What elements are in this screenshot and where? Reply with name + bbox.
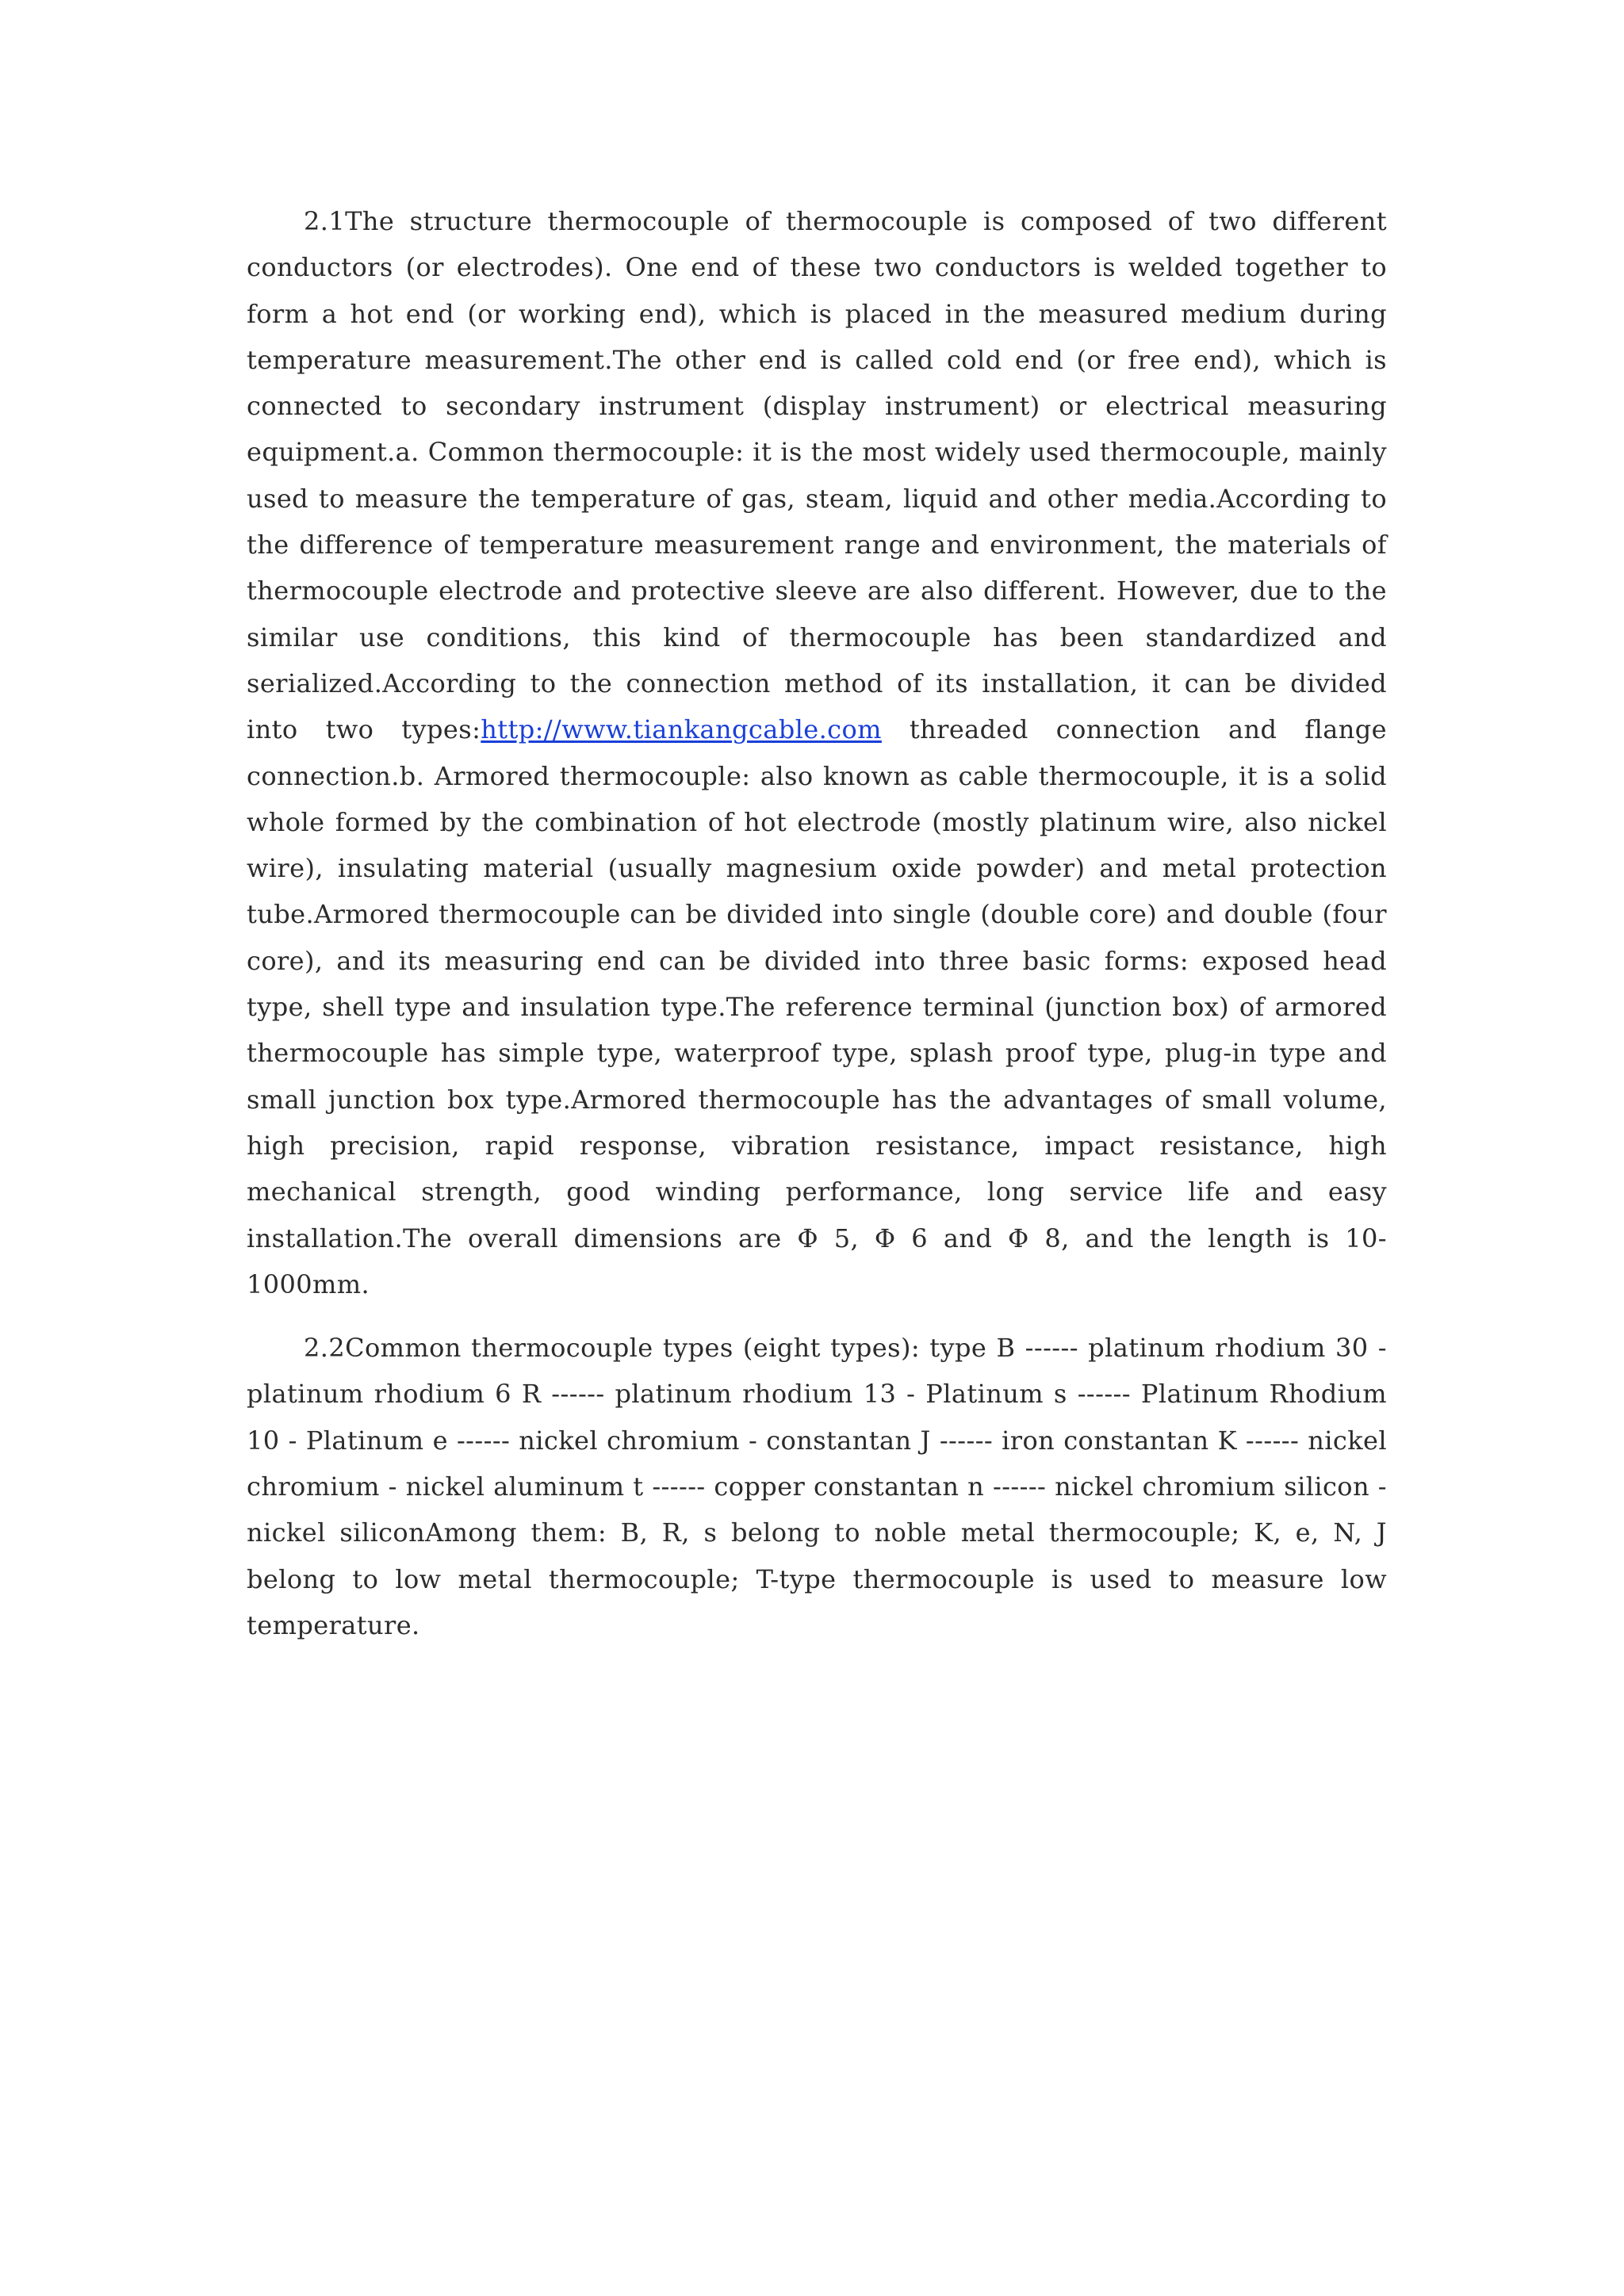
paragraph-thermocouple-types: 2.2Common thermocouple types (eight types): type B ------ platinum rhodium 30 - platinum rhodium 6 R ------ platinum rhodium 13 - Platinum s ------ Platinum Rhodium 10 - Platinum e ------ nickel chromium - constantan J ------ iron constantan K ------ nickel chromium - nickel aluminum t ------ copper constantan n ------ nickel chromium silicon - nickel siliconAmong them: B, R, s belong to noble metal thermocouple; K, e, N, J belong to low metal thermocouple; T-type thermocouple is used to measure low temperature. [247, 1333, 1387, 1640]
paragraph-structure [247, 198, 1387, 1307]
tiankangcable-link[interactable]: http://www.tiankangcable.com [481, 714, 882, 745]
paragraph-1-text-after-link: threaded connection and flange connection.b. Armored thermocouple: also known as cable thermocouple, it is a solid whole formed by the combination of hot electrode (mostly platinum wire, also nickel wire), insulating material (usually magnesium oxide powder) and metal protection tube.Armored thermocouple can be divided into single (double core) and double (four core), and its measuring end can be divided into three basic forms: exposed head type, shell type and insulation type.The reference terminal (junction box) of armored thermocouple has simple type, waterproof type, splash proof type, plug-in type and small junction box type.Armored thermocouple has the advantages of small volume, high precision, rapid response, vibration resistance, impact resistance, high mechanical strength, good winding performance, long service life and easy installation.The overall dimensions are Φ 5, Φ 6 and Φ 8, and the length is 10-1000mm. [247, 714, 1387, 1299]
paragraph-1-text-before-link: 2.1The structure thermocouple of thermocouple is composed of two different conductors (or electrodes). One end of these two conductors is welded together to form a hot end (or working end), which is placed in the measured medium during temperature measurement.The other end is called cold end (or free end), which is connected to secondary instrument (display instrument) or electrical measuring equipment.a. Common thermocouple: it is the most widely used thermocouple, mainly used to measure the temperature of gas, steam, liquid and other media.According to the difference of temperature measurement range and environment, the materials of thermocouple electrode and protective sleeve are also different. However, due to the similar use conditions, this kind of thermocouple has been standardized and serialized.According to the connection method of its installation, it can be divided into two types: [247, 206, 1387, 745]
document-body [247, 198, 1387, 1648]
